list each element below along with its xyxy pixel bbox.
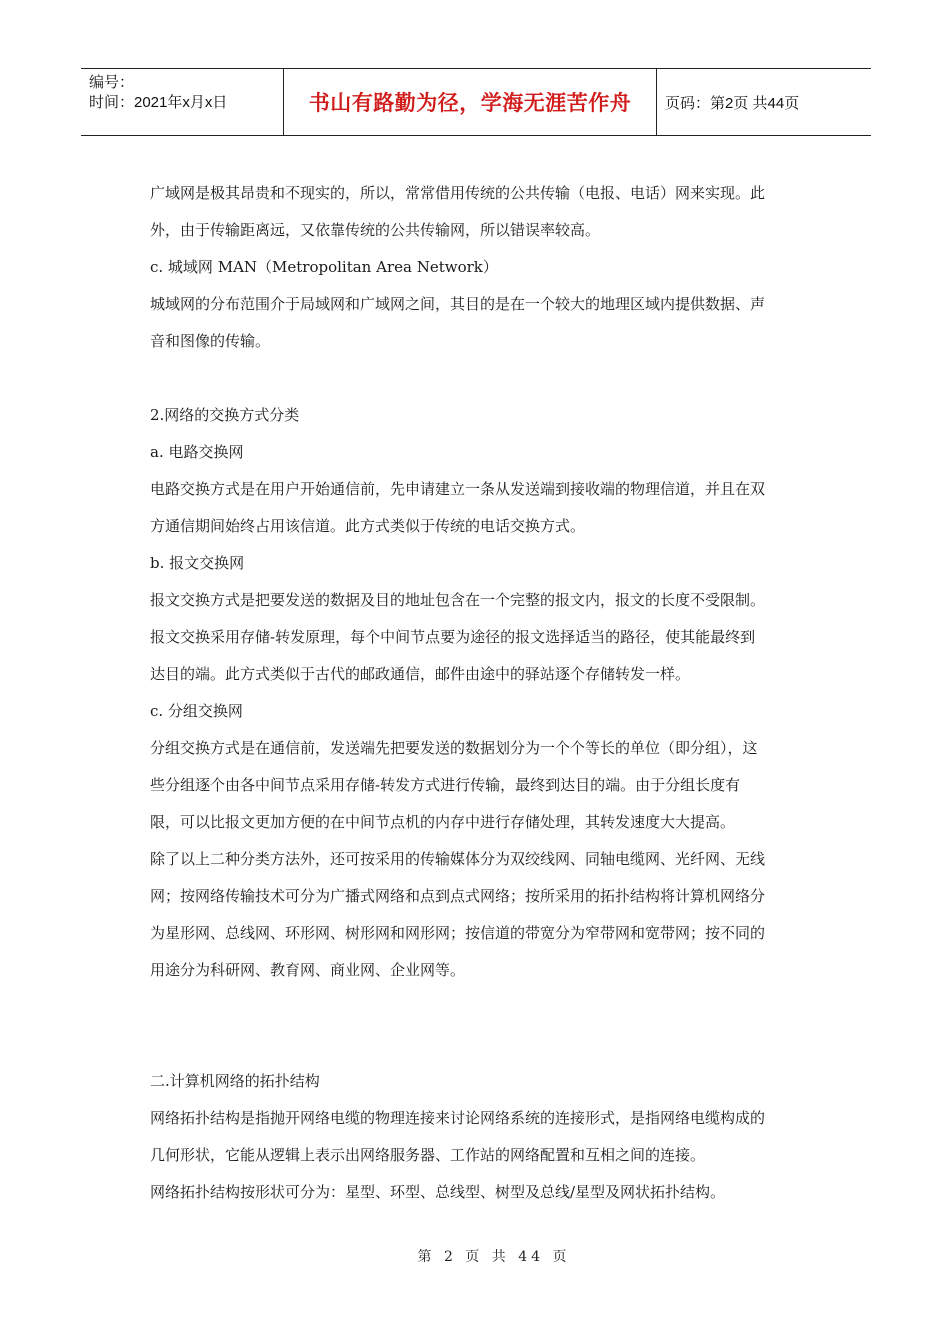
paragraph-line: 方通信期间始终占用该信道。此方式类似于传统的电话交换方式。: [150, 517, 586, 535]
time-label: 时间：2021年x月x日: [89, 94, 228, 111]
paragraph-line: 网络拓扑结构按形状可分为：星型、环型、总线型、树型及总线/星型及网状拓扑结构。: [150, 1183, 726, 1201]
header-slogan: [283, 69, 657, 135]
paragraph-line: 网络拓扑结构是指抛开网络电缆的物理连接来讨论网络系统的连接形式，是指网络电缆构成的: [150, 1109, 766, 1127]
header-page-info: [657, 69, 871, 135]
section-heading: a. 电路交换网: [150, 443, 244, 461]
page-footer: 第 2 页 共 44 页: [417, 1249, 571, 1265]
paragraph-line: 电路交换方式是在用户开始通信前，先申请建立一条从发送端到接收端的物理信道，并且在双: [150, 480, 766, 498]
page-header: [81, 68, 871, 136]
section-heading: 二.计算机网络的拓扑结构: [150, 1072, 320, 1090]
spacer: [150, 360, 810, 397]
paragraph-line: 广域网是极其昂贵和不现实的，所以，常常借用传统的公共传输（电报、电话）网来实现。此: [150, 184, 766, 202]
paragraph-line: 为星形网、总线网、环形网、树形网和网形网；按信道的带宽分为窄带网和宽带网；按不同的: [150, 924, 766, 942]
section-heading: b. 报文交换网: [150, 554, 245, 572]
paragraph-line: 网；按网络传输技术可分为广播式网络和点到点式网络；按所采用的拓扑结构将计算机网络分: [150, 887, 766, 905]
paragraph-line: 外，由于传输距离远，又依靠传统的公共传输网，所以错误率较高。: [150, 221, 601, 239]
paragraph-line: 些分组逐个由各中间节点采用存储-转发方式进行传输，最终到达目的端。由于分组长度有: [150, 776, 741, 794]
paragraph-line: 除了以上二种分类方法外，还可按采用的传输媒体分为双绞线网、同轴电缆网、光纤网、无线: [150, 850, 766, 868]
paragraph-line: 音和图像的传输。: [150, 332, 271, 350]
paragraph-line: 几何形状，它能从逻辑上表示出网络服务器、工作站的网络配置和互相之间的连接。: [150, 1146, 706, 1164]
paragraph-line: 城域网的分布范围介于局域网和广域网之间，其目的是在一个较大的地理区域内提供数据、声: [150, 295, 766, 313]
section-heading: c. 分组交换网: [150, 702, 243, 720]
paragraph-line: 分组交换方式是在通信前，发送端先把要发送的数据划分为一个个等长的单位（即分组），这: [150, 739, 758, 757]
paragraph-line: 报文交换采用存储-转发原理，每个中间节点要为途径的报文选择适当的路径，使其能最终到: [150, 628, 756, 646]
page-info-text: 页码：第2页 共44页: [665, 94, 800, 112]
section-heading: c. 城域网 MAN（Metropolitan Area Network）: [150, 258, 498, 276]
header-meta: [81, 69, 283, 135]
document-body: [150, 175, 810, 1211]
slogan-text: 书山有路勤为径，学海无涯苦作舟: [308, 91, 632, 115]
section-heading: 2.网络的交换方式分类: [150, 406, 300, 424]
paragraph-line: 用途分为科研网、教育网、商业网、企业网等。: [150, 961, 466, 979]
paragraph-line: 报文交换方式是把要发送的数据及目的地址包含在一个完整的报文内，报文的长度不受限制。: [150, 591, 766, 609]
paragraph-line: 达目的端。此方式类似于古代的邮政通信，邮件由途中的驿站逐个存储转发一样。: [150, 665, 691, 683]
spacer: [150, 989, 810, 1063]
number-label: 编号：: [89, 74, 135, 91]
paragraph-line: 限，可以比报文更加方便的在中间节点机的内存中进行存储处理，其转发速度大大提高。: [150, 813, 736, 831]
